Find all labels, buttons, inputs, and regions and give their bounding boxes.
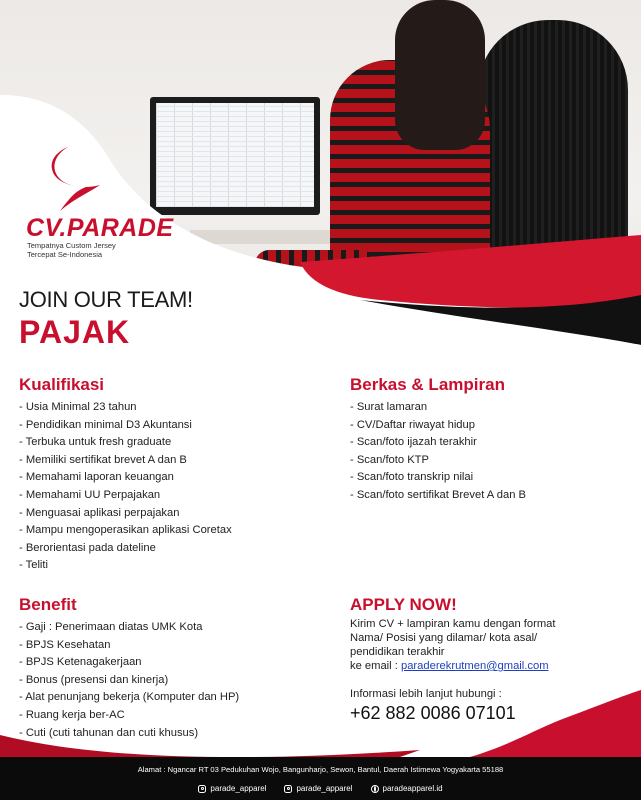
social-instagram-2[interactable] bbox=[284, 784, 352, 793]
kualifikasi-item: - Teliti bbox=[19, 559, 49, 572]
parade-logo-icon bbox=[46, 145, 106, 213]
social-label: parade_apparel bbox=[210, 784, 267, 793]
berkas-item: - Scan/foto transkrip nilai bbox=[350, 471, 474, 484]
benefit-item: - BPJS Kesehatan bbox=[19, 638, 111, 651]
email-line bbox=[350, 659, 610, 673]
email-link[interactable]: paraderekrutmen@gmail.com bbox=[400, 660, 549, 672]
tagline-line-2: Tercepat Se-Indonesia bbox=[27, 250, 103, 259]
berkas-item: - Scan/foto KTP bbox=[350, 453, 429, 466]
benefit-item: - Cuti (cuti tahunan dan cuti khusus) bbox=[19, 726, 199, 739]
kualifikasi-item: - Memahami UU Perpajakan bbox=[19, 488, 161, 501]
instagram-icon bbox=[198, 785, 206, 793]
benefit-title: Benefit bbox=[19, 595, 77, 614]
apply-line-1: Kirim CV + lampiran kamu dengan format bbox=[350, 618, 556, 630]
brand-tagline bbox=[27, 241, 116, 259]
join-heading: JOIN OUR TEAM! bbox=[19, 287, 193, 312]
apply-line-3: pendidikan terakhir bbox=[350, 646, 445, 658]
phone-number[interactable]: +62 882 0086 07101 bbox=[350, 703, 516, 723]
kualifikasi-item: - Menguasai aplikasi perpajakan bbox=[19, 506, 180, 519]
kualifikasi-item: - Memahami laporan keuangan bbox=[19, 471, 174, 484]
brand-name: CV.PARADE bbox=[26, 214, 174, 242]
footer-bar bbox=[0, 757, 641, 800]
social-instagram-1[interactable] bbox=[198, 784, 266, 793]
kualifikasi-item: - Terbuka untuk fresh graduate bbox=[19, 436, 172, 449]
berkas-list bbox=[350, 399, 526, 505]
kualifikasi-item: - Berorientasi pada dateline bbox=[19, 541, 156, 554]
social-website[interactable] bbox=[371, 784, 443, 793]
berkas-item: - Scan/foto sertifikat Brevet A dan B bbox=[350, 488, 526, 501]
berkas-title: Berkas & Lampiran bbox=[350, 375, 505, 394]
position-title: PAJAK bbox=[19, 314, 131, 350]
apply-title: APPLY NOW! bbox=[350, 595, 457, 614]
kualifikasi-item: - Usia Minimal 23 tahun bbox=[19, 401, 137, 413]
apply-instructions bbox=[350, 617, 610, 673]
benefit-item: - Ruang kerja ber-AC bbox=[19, 708, 125, 721]
kualifikasi-list bbox=[19, 399, 232, 575]
berkas-item: - CV/Daftar riwayat hidup bbox=[350, 418, 475, 431]
social-label: paradeapparel.id bbox=[382, 784, 443, 793]
globe-icon bbox=[371, 785, 379, 793]
benefit-item: - Bonus (presensi dan kinerja) bbox=[19, 673, 169, 686]
kualifikasi-item: - Memiliki sertifikat brevet A dan B bbox=[19, 453, 187, 466]
social-links bbox=[0, 784, 641, 793]
benefit-item: - BPJS Ketenagakerjaan bbox=[19, 656, 142, 669]
berkas-item: - Scan/foto ijazah terakhir bbox=[350, 436, 477, 449]
contact-info-label: Informasi lebih lanjut hubungi : bbox=[350, 688, 502, 700]
benefit-item: - Gaji : Penerimaan diatas UMK Kota bbox=[19, 621, 203, 633]
social-label: parade_apparel bbox=[296, 784, 353, 793]
instagram-icon bbox=[284, 785, 292, 793]
berkas-item: - Surat lamaran bbox=[350, 401, 428, 413]
benefit-list bbox=[19, 619, 239, 742]
kualifikasi-item: - Pendidikan minimal D3 Akuntansi bbox=[19, 418, 192, 431]
email-prefix: ke email : bbox=[350, 660, 401, 672]
footer-address: Alamat : Ngancar RT 03 Pedukuhan Wojo, Bangunharjo, Sewon, Bantul, Daerah Istimewa Yogyakarta 55188 bbox=[137, 765, 504, 774]
tagline-line-1: Tempatnya Custom Jersey bbox=[27, 241, 116, 250]
benefit-item: - Alat penunjang bekerja (Komputer dan HP) bbox=[19, 691, 240, 704]
kualifikasi-title: Kualifikasi bbox=[19, 375, 105, 394]
kualifikasi-item: - Mampu mengoperasikan aplikasi Coretax bbox=[19, 524, 232, 537]
apply-line-2: Nama/ Posisi yang dilamar/ kota asal/ bbox=[350, 632, 538, 644]
